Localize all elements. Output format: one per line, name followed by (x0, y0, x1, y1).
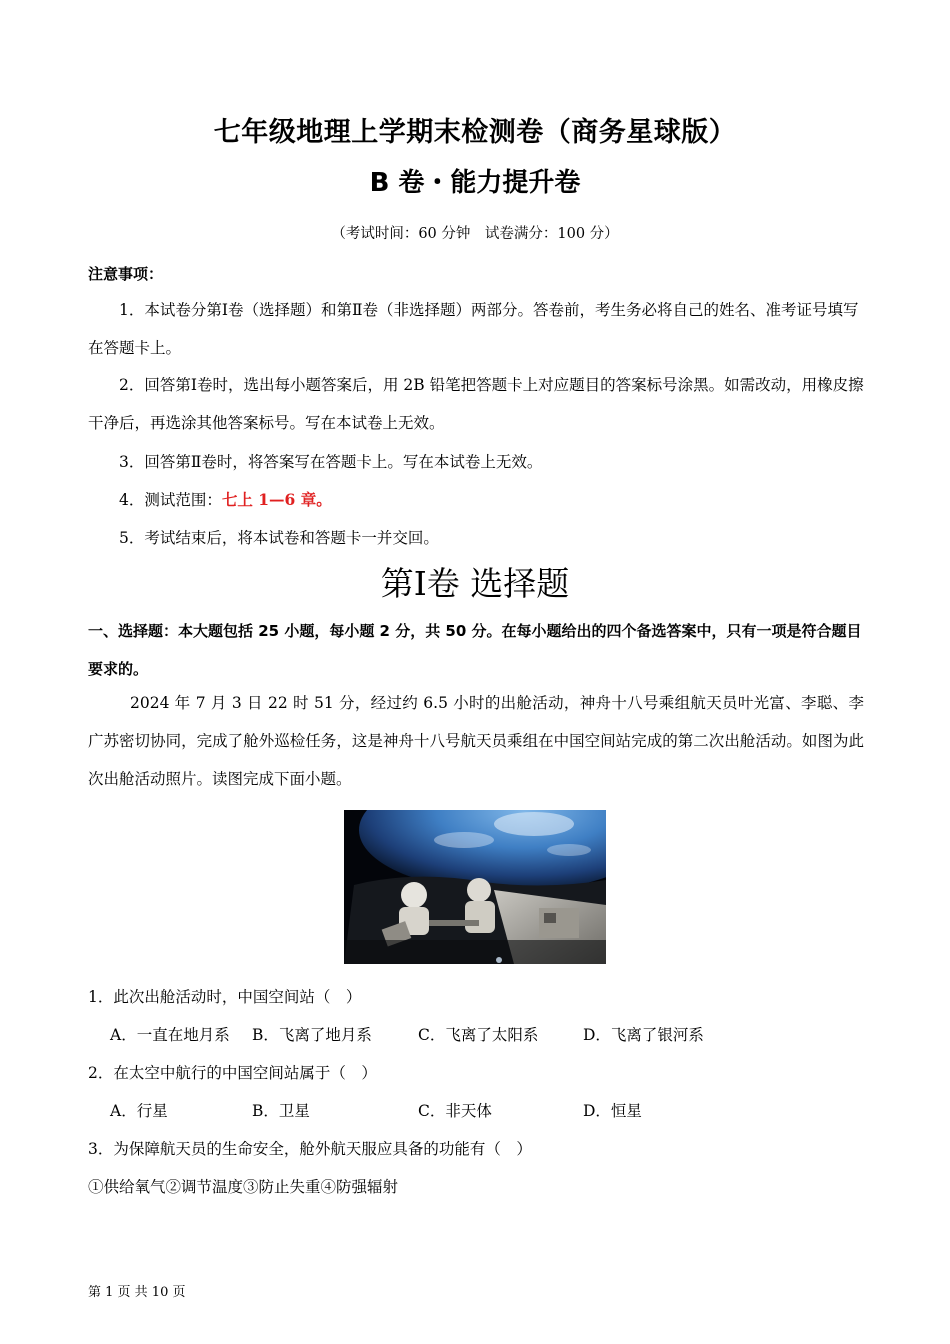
q1-option-b[interactable]: B．飞离了地月系 (252, 1026, 372, 1044)
q1-option-c[interactable]: C．飞离了太阳系 (418, 1026, 539, 1044)
notice-item-4-prefix: 4．测试范围： (119, 491, 222, 509)
notice-item-5: 5．考试结束后，将本试卷和答题卡一并交回。 (119, 529, 439, 547)
notice-heading: 注意事项： (88, 265, 164, 283)
q2-option-a[interactable]: A．行星 (110, 1102, 168, 1120)
reading-passage: 2024 年 7 月 3 日 22 时 51 分，经过约 6.5 小时的出舱活动，神舟十八号乘组航天员叶光富、李聪、李广苏密切协同，完成了舱外巡检任务，这是神舟十八号航天员乘组在中国空间站完成的第二次出舱活动。如图为此次出舱活动照片。读图完成下面小题。 (88, 694, 864, 788)
notice-item-4 (88, 481, 864, 519)
q2-option-c[interactable]: C．非天体 (418, 1102, 492, 1120)
exam-subtitle: B 卷・能力提升卷 (369, 168, 581, 198)
question-2-stem: 2．在太空中航行的中国空间站属于（ ） (88, 1064, 377, 1082)
notice-item-2: 2．回答第Ⅰ卷时，选出每小题答案后，用 2B 铅笔把答题卡上对应题目的答案标号涂黑。如需改动，用橡皮擦干净后，再选涂其他答案标号。写在本试卷上无效。 (88, 376, 864, 432)
page-footer: 第 1 页 共 10 页 (88, 1285, 186, 1300)
question-1-stem: 1．此次出舱活动时，中国空间站（ ） (88, 988, 362, 1006)
question-3-stem: 3．为保障航天员的生命安全，舱外航天服应具备的功能有（ ） (88, 1140, 532, 1158)
q1-option-a[interactable]: A．一直在地月系 (110, 1026, 230, 1044)
q2-option-d[interactable]: D．恒星 (583, 1102, 642, 1120)
q2-option-b[interactable]: B．卫星 (252, 1102, 310, 1120)
notice-item-3: 3．回答第Ⅱ卷时，将答案写在答题卡上。写在本试卷上无效。 (119, 453, 543, 471)
q1-option-d[interactable]: D．飞离了银河系 (583, 1026, 704, 1044)
exam-meta: （考试时间：60 分钟 试卷满分：100 分） (331, 226, 619, 242)
spacewalk-photo (344, 810, 606, 964)
notice-item-1: 1．本试卷分第Ⅰ卷（选择题）和第Ⅱ卷（非选择题）两部分。答卷前，考生务必将自己的姓名、准考证号填写在答题卡上。 (88, 301, 859, 357)
test-scope: 七上 1—6 章。 (221, 490, 332, 509)
section-title: 第Ⅰ卷 选择题 (380, 564, 570, 603)
question-3-statements: ①供给氧气②调节温度③防止失重④防强辐射 (88, 1178, 399, 1196)
mcq-heading: 一、选择题：本大题包括 25 小题，每小题 2 分，共 50 分。在每小题给出的四个备选答案中，只有一项是符合题目要求的。 (88, 622, 862, 678)
spacewalk-illustration (344, 810, 606, 964)
exam-title: 七年级地理上学期末检测卷（商务星球版） (213, 117, 737, 148)
